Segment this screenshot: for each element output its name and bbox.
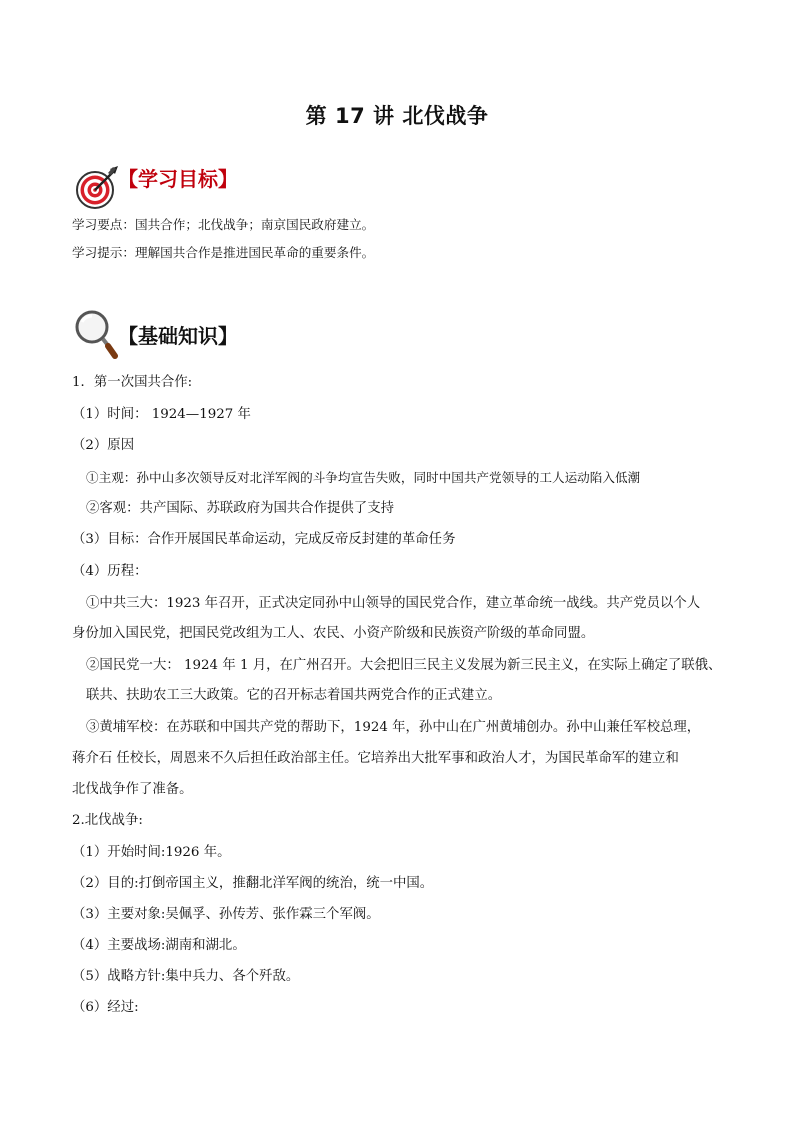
item-time: （1）时间： 1924—1927 年 [72,407,251,422]
history-ccp-third-congress-line1: ①中共三大：1923 年召开，正式决定同孙中山领导的国民党合作，建立革命统一战线。共产党员以个人 [86,596,701,611]
history-whampoa-line3: 北伐战争作了准备。 [72,782,193,797]
expedition-purpose: （2）目的:打倒帝国主义，推翻北洋军阀的统治，统一中国。 [72,876,434,891]
item-history: （4）历程： [72,564,148,579]
expedition-start-time: （1）开始时间:1926 年。 [72,845,231,860]
study-points: 学习要点：国共合作；北伐战争；南京国民政府建立。 [72,217,375,232]
page-title: 第 17 讲 北伐战争 [305,104,489,128]
learning-goal-heading: 【学习目标】 [118,167,238,191]
history-whampoa-line1: ③黄埔军校：在苏联和中国共产党的帮助下，1924 年，孙中山在广州黄埔创办。孙中山兼任军校总理， [86,720,701,735]
item-reason: （2）原因 [72,438,135,453]
history-ccp-third-congress-line2: 身份加入国民党，把国民党改组为工人、农民、小资产阶级和民族资产阶级的革命同盟。 [72,626,595,641]
reason-objective: ②客观：共产国际、苏联政府为国共合作提供了支持 [86,501,394,516]
target-icon [72,163,120,211]
expedition-process: （6）经过: [72,1000,139,1015]
section-1-heading: 1．第一次国共合作: [72,375,193,390]
history-kmt-first-congress-line2: 联共、扶助农工三大政策。它的召开标志着国共两党合作的正式建立。 [86,688,502,703]
history-kmt-first-congress-line1: ②国民党一大： 1924 年 1 月，在广州召开。大会把旧三民主义发展为新三民主义，在实际上确定了联俄、 [86,658,722,673]
expedition-targets: （3）主要对象:吴佩孚、孙传芳、张作霖三个军阀。 [72,907,380,922]
expedition-strategy: （5）战略方针:集中兵力、各个歼敌。 [72,969,300,984]
section-2-heading: 2.北伐战争: [72,813,143,828]
expedition-battlefield: （4）主要战场:湖南和湖北。 [72,938,246,953]
history-whampoa-line2: 蒋介石 任校长，周恩来不久后担任政治部主任。它培养出大批军事和政治人才，为国民革命军的建立和 [72,751,679,766]
basic-knowledge-heading: 【基础知识】 [118,324,238,348]
item-goal: （3）目标：合作开展国民革命运动，完成反帝反封建的革命任务 [72,532,456,547]
study-hint: 学习提示：理解国共合作是推进国民革命的重要条件。 [72,245,375,260]
reason-subjective: ①主观：孙中山多次领导反对北洋军阀的斗争均宣告失败，同时中国共产党领导的工人运动陷入低潮 [86,470,641,485]
magnifier-icon [72,308,118,360]
